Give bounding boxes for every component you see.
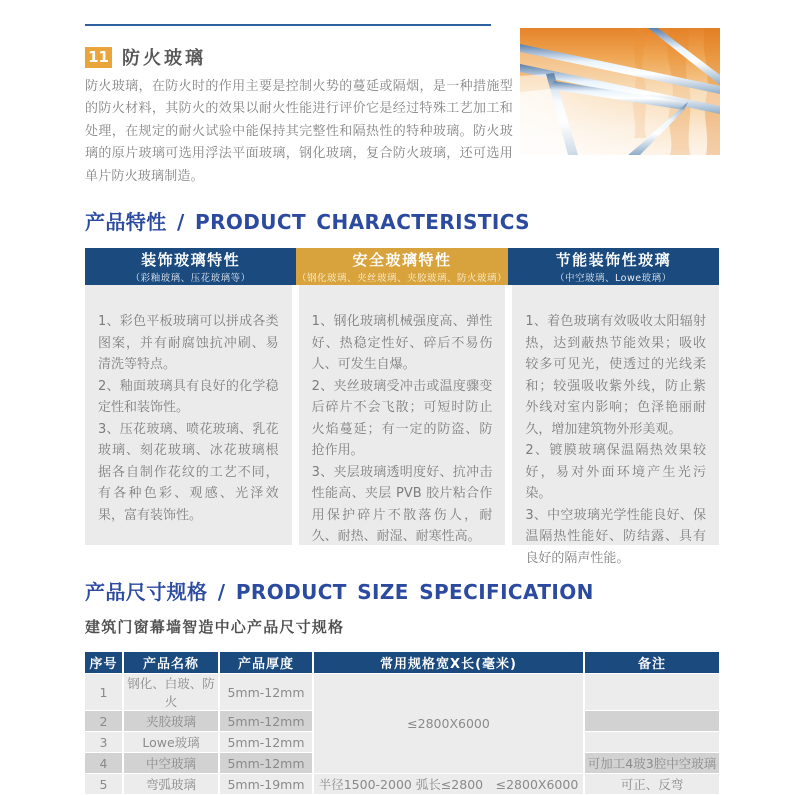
feature-item: 3、夹层玻璃透明度好、抗冲击性能高、夹层 PVB 胶片粘合作用保护碎片不散落伤人，耐久、耐热、耐湿、耐寒性高。 — [311, 464, 493, 544]
feature-item: 3、中空玻璃光学性能良好、保温隔热性能好、防结露、具有良好的隔声性能。 — [525, 507, 707, 566]
column-decorative-glass — [85, 285, 292, 545]
characteristics-columns — [85, 285, 719, 566]
characteristics-heading: 产品特性 / PRODUCT CHARACTERISTICS — [85, 210, 530, 234]
cell-remark: 可加工4玻3腔中空玻璃 — [584, 753, 719, 774]
col-header-thickness: 产品厚度 — [219, 652, 313, 674]
band-subtitle: （彩釉玻璃、压花玻璃等） — [130, 273, 251, 284]
column-energy-saving-glass — [512, 285, 719, 566]
size-table — [85, 652, 719, 795]
table-row — [85, 674, 719, 711]
cell-name: 中空玻璃 — [123, 753, 219, 774]
fireproof-glass-illustration — [520, 28, 720, 155]
cell-remark — [584, 711, 719, 732]
feature-item: 2、镀膜玻璃保温隔热效果较好，易对外面环境产生光污染。 — [525, 443, 707, 501]
column-safety-glass — [299, 285, 506, 545]
top-divider — [85, 24, 491, 26]
table-header-row — [85, 652, 719, 674]
band-subtitle: （中空玻璃、Lowe玻璃） — [555, 273, 672, 284]
section-number-badge: 11 — [85, 47, 112, 68]
section-title: 防火玻璃 — [122, 48, 206, 69]
cell-no: 4 — [85, 753, 123, 774]
feature-item: 1、钢化玻璃机械强度高、弹性好、热稳定性好、碎后不易伤人、可发生自爆。 — [311, 314, 493, 372]
band-title: 安全玻璃特性 — [352, 251, 452, 269]
section-header — [85, 44, 206, 70]
cell-thickness: 5mm-12mm — [219, 732, 313, 753]
cell-thickness: 5mm-19mm — [219, 774, 313, 795]
cell-thickness: 5mm-12mm — [219, 711, 313, 732]
table-row — [85, 774, 719, 795]
band-safety-glass — [296, 248, 507, 285]
feature-item: 1、着色玻璃有效吸收太阳辐射热，达到蔽热节能效果；吸收较多可见光，使透过的光线柔和；较强吸收紫外线，防止紫外线对室内影响；色泽艳丽耐久，增加建筑物外形美观。 — [525, 314, 707, 437]
size-specification-heading: 产品尺寸规格 / PRODUCT SIZE SPECIFICATION — [85, 580, 594, 604]
band-energy-saving-glass — [508, 248, 719, 285]
cell-no: 1 — [85, 674, 123, 711]
cell-name: Lowe玻璃 — [123, 732, 219, 753]
col-header-product-name: 产品名称 — [123, 652, 219, 674]
cell-thickness: 5mm-12mm — [219, 674, 313, 711]
intro-paragraph: 防火玻璃，在防火时的作用主要是控制火势的蔓延或隔烟，是一种措施型的防火材料，其防火的效果以耐火性能进行评价它是经过特殊工艺加工和处理，在规定的耐火试验中能保持其完整性和隔热性的特种玻璃。防火玻璃的原片玻璃可选用浮法平面玻璃，钢化玻璃，复合防火玻璃，还可选用单片防火玻璃制造。 — [85, 79, 513, 184]
cell-remark — [584, 674, 719, 711]
band-subtitle: （钢化玻璃、夹丝玻璃、夹胶玻璃、防火玻璃） — [296, 273, 507, 284]
cell-name: 夹胶玻璃 — [123, 711, 219, 732]
cell-remark: 可正、反弯 — [584, 774, 719, 795]
feature-item: 3、压花玻璃、喷花玻璃、乳花玻璃、刻花玻璃、冰花玻璃根据各自制作花纹的工艺不同，有各种色彩、观感、光泽效果，富有装饰性。 — [98, 421, 279, 523]
cell-no: 5 — [85, 774, 123, 795]
band-title: 节能装饰性玻璃 — [555, 251, 672, 269]
merged-spec-cell: ≤2800X6000 — [313, 674, 584, 774]
band-decorative-glass — [85, 248, 296, 285]
characteristics-header-row — [85, 248, 719, 285]
band-title: 装饰玻璃特性 — [141, 251, 241, 269]
feature-item: 2、夹丝玻璃受冲击或温度骤变后碎片不会飞散；可短时防止火焰蔓延；有一定的防盗、防抢作用。 — [311, 378, 493, 458]
cell-no: 2 — [85, 711, 123, 732]
feature-item: 1、彩色平板玻璃可以拼成各类图案，并有耐腐蚀抗冲刷、易清洗等特点。 — [98, 314, 279, 372]
cell-name: 弯弧玻璃 — [123, 774, 219, 795]
cell-name: 钢化、白玻、防火 — [123, 674, 219, 711]
cell-no: 3 — [85, 732, 123, 753]
cell-remark — [584, 732, 719, 753]
col-header-spec: 常用规格宽X长(毫米) — [313, 652, 584, 674]
feature-item: 2、釉面玻璃具有良好的化学稳定性和装饰性。 — [98, 378, 279, 415]
fireproof-glass-photo — [520, 28, 720, 155]
size-specification-subheading: 建筑门窗幕墙智造中心产品尺寸规格 — [85, 618, 345, 636]
cell-thickness: 5mm-12mm — [219, 753, 313, 774]
cell-spec: 半径1500-2000 弧长≤2800 ≤2800X6000 — [313, 774, 584, 795]
col-header-remark: 备注 — [584, 652, 719, 674]
col-header-no: 序号 — [85, 652, 123, 674]
